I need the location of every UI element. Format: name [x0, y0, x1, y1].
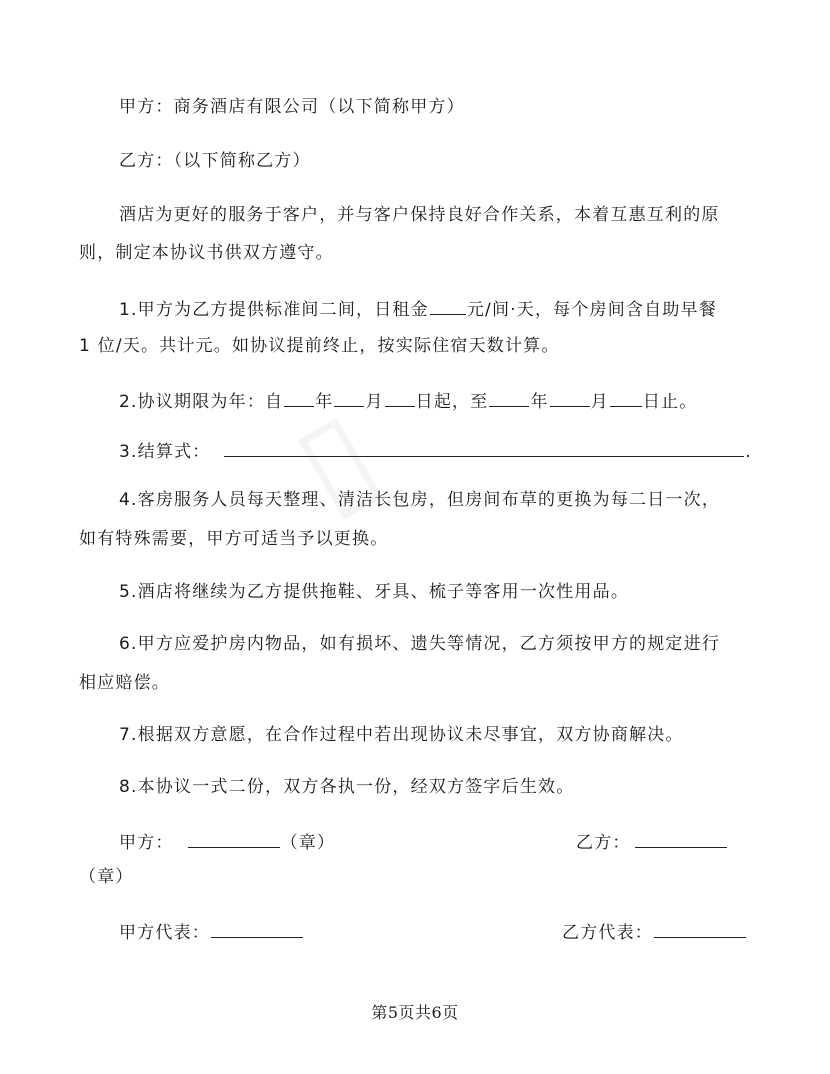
clause-5: 5.酒店将继续为乙方提供拖鞋、牙具、梳子等客用一次性用品。	[119, 582, 630, 602]
settlement-blank	[224, 438, 744, 457]
clause-1-prefix: 1.甲方为乙方提供标准间二间，日租金	[119, 300, 429, 320]
party-b-seal: （章）	[79, 867, 134, 887]
page-number: 第5页共6页	[371, 1003, 459, 1022]
clause-2-month: 月	[365, 392, 384, 412]
rep-a-signature	[119, 919, 304, 945]
clause-6-line-1: 6.甲方应爱护房内物品，如有损坏、遗失等情况，乙方须按甲方的规定进行	[119, 634, 721, 654]
clause-2-prefix: 2.协议期限为年：自	[119, 392, 284, 412]
clause-4-line-1: 4.客房服务人员每天整理、清洁长包房，但房间布草的更换为每二日一次，	[119, 490, 721, 510]
rep-b-blank	[654, 919, 746, 938]
clause-2	[119, 388, 697, 414]
party-a-line: 甲方：商务酒店有限公司（以下简称甲方）	[119, 97, 465, 117]
clause-2-end: 日止。	[642, 392, 698, 412]
clause-2-year2: 年	[530, 392, 549, 412]
intro-line-1: 酒店为更好的服务于客户，并与客户保持良好合作关系，本着互惠互利的原	[119, 205, 720, 225]
start-month-blank	[334, 388, 364, 407]
party-b-signature	[576, 829, 728, 855]
rep-a-label: 甲方代表：	[119, 923, 210, 943]
clause-3-prefix: 3.结算式：	[119, 442, 211, 462]
end-year-blank	[489, 388, 529, 407]
clause-1-line-1	[119, 296, 717, 322]
party-a-sign-label: 甲方：	[119, 833, 174, 853]
rent-blank	[430, 296, 466, 315]
rep-a-blank	[211, 919, 303, 938]
party-a-signature	[119, 829, 335, 855]
intro-line-2: 则，制定本协议书供双方遵守。	[79, 243, 334, 263]
clause-7: 7.根据双方意愿，在合作过程中若出现协议未尽事宜，双方协商解决。	[119, 725, 684, 745]
start-year-blank	[284, 388, 314, 407]
clause-8: 8.本协议一式二份，双方各执一份，经双方签字后生效。	[119, 777, 575, 797]
clause-3-suffix: .	[745, 442, 753, 462]
clause-1-suffix: 元/间·天，每个房间含自助早餐	[466, 300, 717, 320]
end-month-blank	[550, 388, 590, 407]
clause-2-from: 日起，至	[415, 392, 489, 412]
rep-b-signature	[562, 919, 747, 945]
party-b-sign-label: 乙方：	[576, 833, 631, 853]
end-day-blank	[610, 388, 642, 407]
clause-2-month2: 月	[590, 392, 609, 412]
party-b-line: 乙方：（以下简称乙方）	[119, 151, 311, 171]
start-day-blank	[385, 388, 415, 407]
party-b-sign-blank	[635, 829, 727, 848]
clause-4-line-2: 如有特殊需要，甲方可适当予以更换。	[79, 529, 389, 549]
clause-3	[119, 438, 752, 464]
party-a-sign-blank	[188, 829, 280, 848]
clause-2-year: 年	[315, 392, 334, 412]
clause-6-line-2: 相应赔偿。	[79, 673, 170, 693]
clause-1-line-2: 1 位/天。共计元。如协议提前终止，按实际住宿天数计算。	[79, 336, 560, 356]
rep-b-label: 乙方代表：	[562, 923, 653, 943]
party-a-seal: （章）	[280, 833, 336, 853]
